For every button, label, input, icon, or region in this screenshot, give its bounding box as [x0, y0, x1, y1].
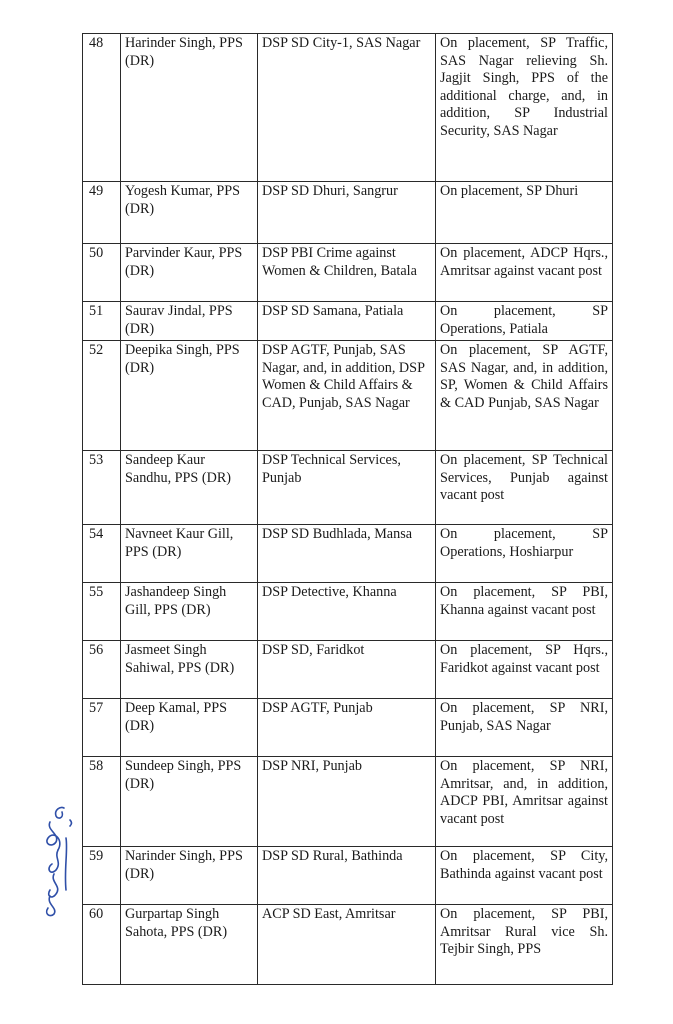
- officer-name: Narinder Singh, PPS (DR): [121, 847, 258, 905]
- new-posting: On placement, SP NRI, Amritsar, and, in addition, ADCP PBI, Amritsar against vacant post: [436, 757, 613, 847]
- new-posting: On placement, SP AGTF, SAS Nagar, and, in addition, SP, Women & Child Affairs & CAD Punjab, SAS Nagar: [436, 341, 613, 451]
- current-posting: DSP PBI Crime against Women & Children, Batala: [258, 244, 436, 302]
- current-posting: DSP Detective, Khanna: [258, 583, 436, 641]
- officer-name: Gurpartap Singh Sahota, PPS (DR): [121, 905, 258, 985]
- current-posting: DSP SD Dhuri, Sangrur: [258, 182, 436, 244]
- table-row: [83, 699, 613, 757]
- new-posting: On placement, SP Operations, Patiala: [436, 302, 613, 341]
- officer-name: Sundeep Singh, PPS (DR): [121, 757, 258, 847]
- officer-name: Deep Kamal, PPS (DR): [121, 699, 258, 757]
- officer-name: Sandeep Kaur Sandhu, PPS (DR): [121, 451, 258, 525]
- serial-number: 49: [83, 182, 121, 244]
- new-posting: On placement, ADCP Hqrs., Amritsar against vacant post: [436, 244, 613, 302]
- serial-number: 54: [83, 525, 121, 583]
- table-row: [83, 244, 613, 302]
- current-posting: DSP SD Samana, Patiala: [258, 302, 436, 341]
- officer-name: Navneet Kaur Gill, PPS (DR): [121, 525, 258, 583]
- new-posting: On placement, SP PBI, Khanna against vacant post: [436, 583, 613, 641]
- table-row: [83, 757, 613, 847]
- serial-number: 56: [83, 641, 121, 699]
- serial-number: 57: [83, 699, 121, 757]
- serial-number: 50: [83, 244, 121, 302]
- new-posting: On placement, SP Hqrs., Faridkot against vacant post: [436, 641, 613, 699]
- table-row: [83, 451, 613, 525]
- officer-name: Jashandeep Singh Gill, PPS (DR): [121, 583, 258, 641]
- table-row: [83, 182, 613, 244]
- new-posting: On placement, SP Operations, Hoshiarpur: [436, 525, 613, 583]
- officer-name: Saurav Jindal, PPS (DR): [121, 302, 258, 341]
- officer-name: Jasmeet Singh Sahiwal, PPS (DR): [121, 641, 258, 699]
- table-row: [83, 34, 613, 182]
- new-posting: On placement, SP NRI, Punjab, SAS Nagar: [436, 699, 613, 757]
- current-posting: DSP SD City-1, SAS Nagar: [258, 34, 436, 182]
- table-row: [83, 905, 613, 985]
- new-posting: On placement, SP City, Bathinda against vacant post: [436, 847, 613, 905]
- serial-number: 55: [83, 583, 121, 641]
- table-row: [83, 302, 613, 341]
- serial-number: 51: [83, 302, 121, 341]
- serial-number: 58: [83, 757, 121, 847]
- current-posting: DSP NRI, Punjab: [258, 757, 436, 847]
- serial-number: 48: [83, 34, 121, 182]
- new-posting: On placement, SP Technical Services, Punjab against vacant post: [436, 451, 613, 525]
- serial-number: 60: [83, 905, 121, 985]
- new-posting: On placement, SP Traffic, SAS Nagar relieving Sh. Jagjit Singh, PPS of the additional charge, and, in addition, SP Industrial Security, SAS Nagar: [436, 34, 613, 182]
- new-posting: On placement, SP Dhuri: [436, 182, 613, 244]
- officer-name: Yogesh Kumar, PPS (DR): [121, 182, 258, 244]
- current-posting: DSP SD Rural, Bathinda: [258, 847, 436, 905]
- handwritten-signature: [20, 800, 80, 920]
- table-row: [83, 583, 613, 641]
- table-row: [83, 525, 613, 583]
- officer-name: Parvinder Kaur, PPS (DR): [121, 244, 258, 302]
- current-posting: DSP AGTF, Punjab: [258, 699, 436, 757]
- current-posting: DSP SD Budhlada, Mansa: [258, 525, 436, 583]
- serial-number: 59: [83, 847, 121, 905]
- current-posting: DSP AGTF, Punjab, SAS Nagar, and, in addition, DSP Women & Child Affairs & CAD, Punjab, SAS Nagar: [258, 341, 436, 451]
- serial-number: 52: [83, 341, 121, 451]
- table-body: [83, 34, 613, 985]
- new-posting: On placement, SP PBI, Amritsar Rural vice Sh. Tejbir Singh, PPS: [436, 905, 613, 985]
- officer-name: Harinder Singh, PPS (DR): [121, 34, 258, 182]
- table-row: [83, 341, 613, 451]
- current-posting: ACP SD East, Amritsar: [258, 905, 436, 985]
- current-posting: DSP Technical Services, Punjab: [258, 451, 436, 525]
- posting-order-table: [82, 33, 613, 985]
- table-row: [83, 847, 613, 905]
- officer-name: Deepika Singh, PPS (DR): [121, 341, 258, 451]
- serial-number: 53: [83, 451, 121, 525]
- current-posting: DSP SD, Faridkot: [258, 641, 436, 699]
- table-row: [83, 641, 613, 699]
